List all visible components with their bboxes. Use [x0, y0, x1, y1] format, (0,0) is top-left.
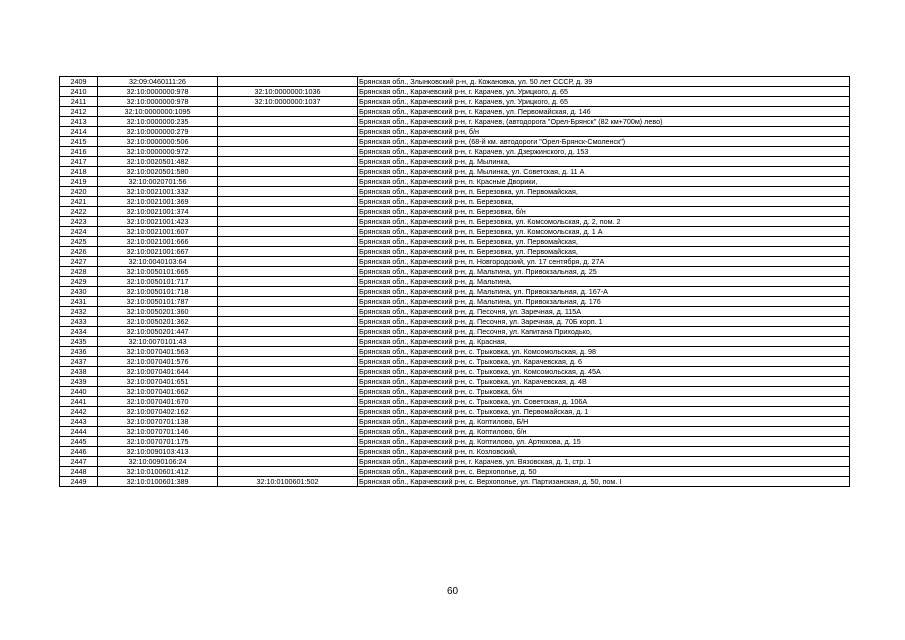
table-row — [60, 267, 850, 277]
cadastral-number-cell: 32:10:0000000:506 — [98, 137, 218, 147]
related-cadastral-number-cell — [218, 377, 358, 387]
related-cadastral-number-cell — [218, 227, 358, 237]
table-row — [60, 247, 850, 257]
table-row — [60, 207, 850, 217]
address-cell: Брянская обл., Карачевский р-н, д. Коптилово, ул. Артюхова, д. 15 — [358, 437, 850, 447]
address-cell: Брянская обл., Карачевский р-н, г. Карачев, ул. Вязовская, д. 1, стр. 1 — [358, 457, 850, 467]
cadastral-number-cell: 32:10:0021001:374 — [98, 207, 218, 217]
address-cell: Брянская обл., Карачевский р-н, д. Мальтина, ул. Привокзальная, д. 25 — [358, 267, 850, 277]
row-number-cell: 2423 — [60, 217, 98, 227]
cadastral-number-cell: 32:10:0100601:389 — [98, 477, 218, 487]
related-cadastral-number-cell — [218, 187, 358, 197]
cadastral-number-cell: 32:10:0070401:651 — [98, 377, 218, 387]
related-cadastral-number-cell — [218, 327, 358, 337]
table-row — [60, 317, 850, 327]
table-row — [60, 287, 850, 297]
address-cell: Брянская обл., Карачевский р-н, с. Трыковка, ул. Карачевская, д. 4В — [358, 377, 850, 387]
address-cell: Брянская обл., Карачевский р-н, с. Верхополье, д. 50 — [358, 467, 850, 477]
address-cell: Брянская обл., Карачевский р-н, г. Карачев, ул. Урицкого, д. 65 — [358, 87, 850, 97]
related-cadastral-number-cell — [218, 387, 358, 397]
cadastral-number-cell: 32:10:0050201:447 — [98, 327, 218, 337]
cadastral-number-cell: 32:10:0070401:644 — [98, 367, 218, 377]
related-cadastral-number-cell — [218, 157, 358, 167]
table-row — [60, 97, 850, 107]
row-number-cell: 2409 — [60, 77, 98, 87]
row-number-cell: 2448 — [60, 467, 98, 477]
related-cadastral-number-cell — [218, 397, 358, 407]
table-row — [60, 337, 850, 347]
cadastral-number-cell: 32:10:0050101:787 — [98, 297, 218, 307]
related-cadastral-number-cell — [218, 347, 358, 357]
row-number-cell: 2445 — [60, 437, 98, 447]
address-cell: Брянская обл., Карачевский р-н, с. Трыковка, б/н — [358, 387, 850, 397]
address-cell: Брянская обл., Карачевский р-н, п. Березовка, ул. Первомайская, — [358, 187, 850, 197]
row-number-cell: 2437 — [60, 357, 98, 367]
address-cell: Брянская обл., Карачевский р-н, с. Трыковка, ул. Советская, д. 106А — [358, 397, 850, 407]
table-row — [60, 187, 850, 197]
row-number-cell: 2418 — [60, 167, 98, 177]
cadastral-number-cell: 32:10:0000000:235 — [98, 117, 218, 127]
row-number-cell: 2420 — [60, 187, 98, 197]
address-cell: Брянская обл., Карачевский р-н, г. Карачев, ул. Дзержинского, д. 153 — [358, 147, 850, 157]
row-number-cell: 2438 — [60, 367, 98, 377]
table-row — [60, 77, 850, 87]
address-cell: Брянская обл., Карачевский р-н, п. Новгородский, ул. 17 сентября, д. 27А — [358, 257, 850, 267]
related-cadastral-number-cell — [218, 407, 358, 417]
related-cadastral-number-cell — [218, 197, 358, 207]
row-number-cell: 2444 — [60, 427, 98, 437]
row-number-cell: 2431 — [60, 297, 98, 307]
row-number-cell: 2430 — [60, 287, 98, 297]
table-row — [60, 447, 850, 457]
address-cell: Брянская обл., Карачевский р-н, с. Трыковка, ул. Комсомольская, д. 98 — [358, 347, 850, 357]
address-cell: Брянская обл., Карачевский р-н, г. Карачев, (автодорога "Орел-Брянск" (82 км+700м) лево) — [358, 117, 850, 127]
table-row — [60, 457, 850, 467]
row-number-cell: 2434 — [60, 327, 98, 337]
cadastral-number-cell: 32:10:0050101:717 — [98, 277, 218, 287]
table-row — [60, 137, 850, 147]
cadastral-number-cell: 32:09:0460111:26 — [98, 77, 218, 87]
related-cadastral-number-cell — [218, 467, 358, 477]
row-number-cell: 2447 — [60, 457, 98, 467]
row-number-cell: 2441 — [60, 397, 98, 407]
address-cell: Брянская обл., Карачевский р-н, с. Трыковка, ул. Первомайская, д. 1 — [358, 407, 850, 417]
table-row — [60, 177, 850, 187]
address-cell: Брянская обл., Карачевский р-н, п. Березовка, б/н — [358, 207, 850, 217]
related-cadastral-number-cell — [218, 447, 358, 457]
related-cadastral-number-cell — [218, 457, 358, 467]
table-row — [60, 197, 850, 207]
related-cadastral-number-cell — [218, 287, 358, 297]
address-cell: Брянская обл., Карачевский р-н, д. Мальтина, ул. Привокзальная, д. 167-А — [358, 287, 850, 297]
table-row — [60, 367, 850, 377]
cadastral-number-cell: 32:10:0000000:972 — [98, 147, 218, 157]
related-cadastral-number-cell — [218, 117, 358, 127]
cadastral-number-cell: 32:10:0040103:64 — [98, 257, 218, 267]
row-number-cell: 2425 — [60, 237, 98, 247]
row-number-cell: 2432 — [60, 307, 98, 317]
address-cell: Брянская обл., Карачевский р-н, д. Песочня, ул. Капитана Приходько, — [358, 327, 850, 337]
related-cadastral-number-cell — [218, 77, 358, 87]
cadastral-number-cell: 32:10:0070402:162 — [98, 407, 218, 417]
address-cell: Брянская обл., Карачевский р-н, (68-й км. автодороги "Орел-Брянск-Смоленск") — [358, 137, 850, 147]
cadastral-number-cell: 32:10:0070701:175 — [98, 437, 218, 447]
address-cell: Брянская обл., Карачевский р-н, п. Березовка, — [358, 197, 850, 207]
row-number-cell: 2414 — [60, 127, 98, 137]
table-row — [60, 437, 850, 447]
cadastral-number-cell: 32:10:0050101:718 — [98, 287, 218, 297]
cadastral-number-cell: 32:10:0070401:576 — [98, 357, 218, 367]
cadastral-number-cell: 32:10:0000000:279 — [98, 127, 218, 137]
related-cadastral-number-cell — [218, 137, 358, 147]
cadastral-number-cell: 32:10:0000000:978 — [98, 97, 218, 107]
related-cadastral-number-cell — [218, 427, 358, 437]
cadastral-number-cell: 32:10:0021001:666 — [98, 237, 218, 247]
related-cadastral-number-cell — [218, 307, 358, 317]
address-cell: Брянская обл., Карачевский р-н, с. Верхополье, ул. Партизанская, д. 50, пом. I — [358, 477, 850, 487]
row-number-cell: 2411 — [60, 97, 98, 107]
related-cadastral-number-cell — [218, 107, 358, 117]
table-row — [60, 427, 850, 437]
table-row — [60, 397, 850, 407]
cadastral-number-cell: 32:10:0100601:412 — [98, 467, 218, 477]
table-row — [60, 227, 850, 237]
related-cadastral-number-cell: 32:10:0000000:1037 — [218, 97, 358, 107]
table-row — [60, 417, 850, 427]
cadastral-number-cell: 32:10:0090103:413 — [98, 447, 218, 457]
address-cell: Брянская обл., Карачевский р-н, г. Карачев, ул. Урицкого, д. 65 — [358, 97, 850, 107]
related-cadastral-number-cell — [218, 367, 358, 377]
table-row — [60, 107, 850, 117]
address-cell: Брянская обл., Карачевский р-н, д. Красная, — [358, 337, 850, 347]
row-number-cell: 2433 — [60, 317, 98, 327]
table-row — [60, 117, 850, 127]
cadastral-number-cell: 32:10:0070401:563 — [98, 347, 218, 357]
related-cadastral-number-cell — [218, 437, 358, 447]
related-cadastral-number-cell: 32:10:0000000:1036 — [218, 87, 358, 97]
table-row — [60, 157, 850, 167]
cadastral-number-cell: 32:10:0021001:369 — [98, 197, 218, 207]
cadastral-number-cell: 32:10:0021001:607 — [98, 227, 218, 237]
related-cadastral-number-cell — [218, 147, 358, 157]
row-number-cell: 2426 — [60, 247, 98, 257]
row-number-cell: 2429 — [60, 277, 98, 287]
table-row — [60, 237, 850, 247]
table-row — [60, 307, 850, 317]
address-cell: Брянская обл., Злынковский р-н, д. Кожановка, ул. 50 лет СССР, д. 39 — [358, 77, 850, 87]
table-row — [60, 147, 850, 157]
address-cell: Брянская обл., Карачевский р-н, д. Коптилово, Б/Н — [358, 417, 850, 427]
cadastral-number-cell: 32:10:0070101:43 — [98, 337, 218, 347]
row-number-cell: 2442 — [60, 407, 98, 417]
registry-table-body — [60, 77, 850, 487]
address-cell: Брянская обл., Карачевский р-н, д. Мальтина, ул. Привокзальная, д. 176 — [358, 297, 850, 307]
address-cell: Брянская обл., Карачевский р-н, д. Мылинка, — [358, 157, 850, 167]
table-row — [60, 87, 850, 97]
row-number-cell: 2427 — [60, 257, 98, 267]
address-cell: Брянская обл., Карачевский р-н, г. Карачев, ул. Первомайская, д. 146 — [358, 107, 850, 117]
address-cell: Брянская обл., Карачевский р-н, д. Мылинка, ул. Советская, д. 11 А — [358, 167, 850, 177]
table-row — [60, 477, 850, 487]
cadastral-number-cell: 32:10:0050201:360 — [98, 307, 218, 317]
related-cadastral-number-cell — [218, 417, 358, 427]
table-row — [60, 327, 850, 337]
related-cadastral-number-cell — [218, 337, 358, 347]
address-cell: Брянская обл., Карачевский р-н, б/н — [358, 127, 850, 137]
related-cadastral-number-cell — [218, 177, 358, 187]
table-row — [60, 277, 850, 287]
row-number-cell: 2428 — [60, 267, 98, 277]
cadastral-number-cell: 32:10:0020501:580 — [98, 167, 218, 177]
address-cell: Брянская обл., Карачевский р-н, д. Песочня, ул. Заречная, д. 115А — [358, 307, 850, 317]
related-cadastral-number-cell — [218, 257, 358, 267]
cadastral-number-cell: 32:10:0021001:667 — [98, 247, 218, 257]
table-row — [60, 127, 850, 137]
related-cadastral-number-cell — [218, 277, 358, 287]
table-row — [60, 217, 850, 227]
address-cell: Брянская обл., Карачевский р-н, д. Песочня, ул. Заречная, д. 70Б корп. 1 — [358, 317, 850, 327]
related-cadastral-number-cell — [218, 357, 358, 367]
related-cadastral-number-cell — [218, 127, 358, 137]
row-number-cell: 2422 — [60, 207, 98, 217]
related-cadastral-number-cell — [218, 317, 358, 327]
row-number-cell: 2440 — [60, 387, 98, 397]
related-cadastral-number-cell — [218, 207, 358, 217]
address-cell: Брянская обл., Карачевский р-н, п. Березовка, ул. Комсомольская, д. 2, пом. 2 — [358, 217, 850, 227]
table-row — [60, 467, 850, 477]
related-cadastral-number-cell — [218, 167, 358, 177]
cadastral-number-cell: 32:10:0000000:1095 — [98, 107, 218, 117]
row-number-cell: 2415 — [60, 137, 98, 147]
table-row — [60, 257, 850, 267]
related-cadastral-number-cell — [218, 217, 358, 227]
address-cell: Брянская обл., Карачевский р-н, п. Березовка, ул. Первомайская, — [358, 237, 850, 247]
cadastral-number-cell: 32:10:0070701:146 — [98, 427, 218, 437]
cadastral-number-cell: 32:10:0020701:56 — [98, 177, 218, 187]
cadastral-number-cell: 32:10:0000000:978 — [98, 87, 218, 97]
table-row — [60, 297, 850, 307]
row-number-cell: 2417 — [60, 157, 98, 167]
table-row — [60, 407, 850, 417]
related-cadastral-number-cell — [218, 297, 358, 307]
address-cell: Брянская обл., Карачевский р-н, д. Коптилово, б/н — [358, 427, 850, 437]
related-cadastral-number-cell — [218, 267, 358, 277]
cadastral-number-cell: 32:10:0090106:24 — [98, 457, 218, 467]
table-row — [60, 167, 850, 177]
table-row — [60, 377, 850, 387]
cadastral-number-cell: 32:10:0050201:362 — [98, 317, 218, 327]
row-number-cell: 2421 — [60, 197, 98, 207]
table-row — [60, 387, 850, 397]
cadastral-number-cell: 32:10:0021001:332 — [98, 187, 218, 197]
cadastral-number-cell: 32:10:0070701:138 — [98, 417, 218, 427]
address-cell: Брянская обл., Карачевский р-н, с. Трыковка, ул. Комсомольская, д. 45А — [358, 367, 850, 377]
table-row — [60, 347, 850, 357]
table-row — [60, 357, 850, 367]
row-number-cell: 2443 — [60, 417, 98, 427]
row-number-cell: 2416 — [60, 147, 98, 157]
cadastral-number-cell: 32:10:0021001:423 — [98, 217, 218, 227]
row-number-cell: 2446 — [60, 447, 98, 457]
address-cell: Брянская обл., Карачевский р-н, д. Мальтина, — [358, 277, 850, 287]
related-cadastral-number-cell — [218, 247, 358, 257]
related-cadastral-number-cell — [218, 237, 358, 247]
cadastral-number-cell: 32:10:0070401:662 — [98, 387, 218, 397]
row-number-cell: 2419 — [60, 177, 98, 187]
registry-table — [59, 76, 850, 487]
related-cadastral-number-cell: 32:10:0100601:502 — [218, 477, 358, 487]
address-cell: Брянская обл., Карачевский р-н, п. Березовка, ул. Первомайская, — [358, 247, 850, 257]
row-number-cell: 2410 — [60, 87, 98, 97]
row-number-cell: 2439 — [60, 377, 98, 387]
cadastral-number-cell: 32:10:0070401:670 — [98, 397, 218, 407]
address-cell: Брянская обл., Карачевский р-н, с. Трыковка, ул. Карачевская, д. 6 — [358, 357, 850, 367]
row-number-cell: 2436 — [60, 347, 98, 357]
page-number: 60 — [446, 586, 459, 597]
cadastral-number-cell: 32:10:0050101:665 — [98, 267, 218, 277]
row-number-cell: 2449 — [60, 477, 98, 487]
row-number-cell: 2412 — [60, 107, 98, 117]
row-number-cell: 2435 — [60, 337, 98, 347]
row-number-cell: 2413 — [60, 117, 98, 127]
address-cell: Брянская обл., Карачевский р-н, п. Козловский, — [358, 447, 850, 457]
cadastral-number-cell: 32:10:0020501:482 — [98, 157, 218, 167]
address-cell: Брянская обл., Карачевский р-н, п. Березовка, ул. Комсомольская, д. 1 А — [358, 227, 850, 237]
address-cell: Брянская обл., Карачевский р-н, п. Красные Дворики, — [358, 177, 850, 187]
row-number-cell: 2424 — [60, 227, 98, 237]
